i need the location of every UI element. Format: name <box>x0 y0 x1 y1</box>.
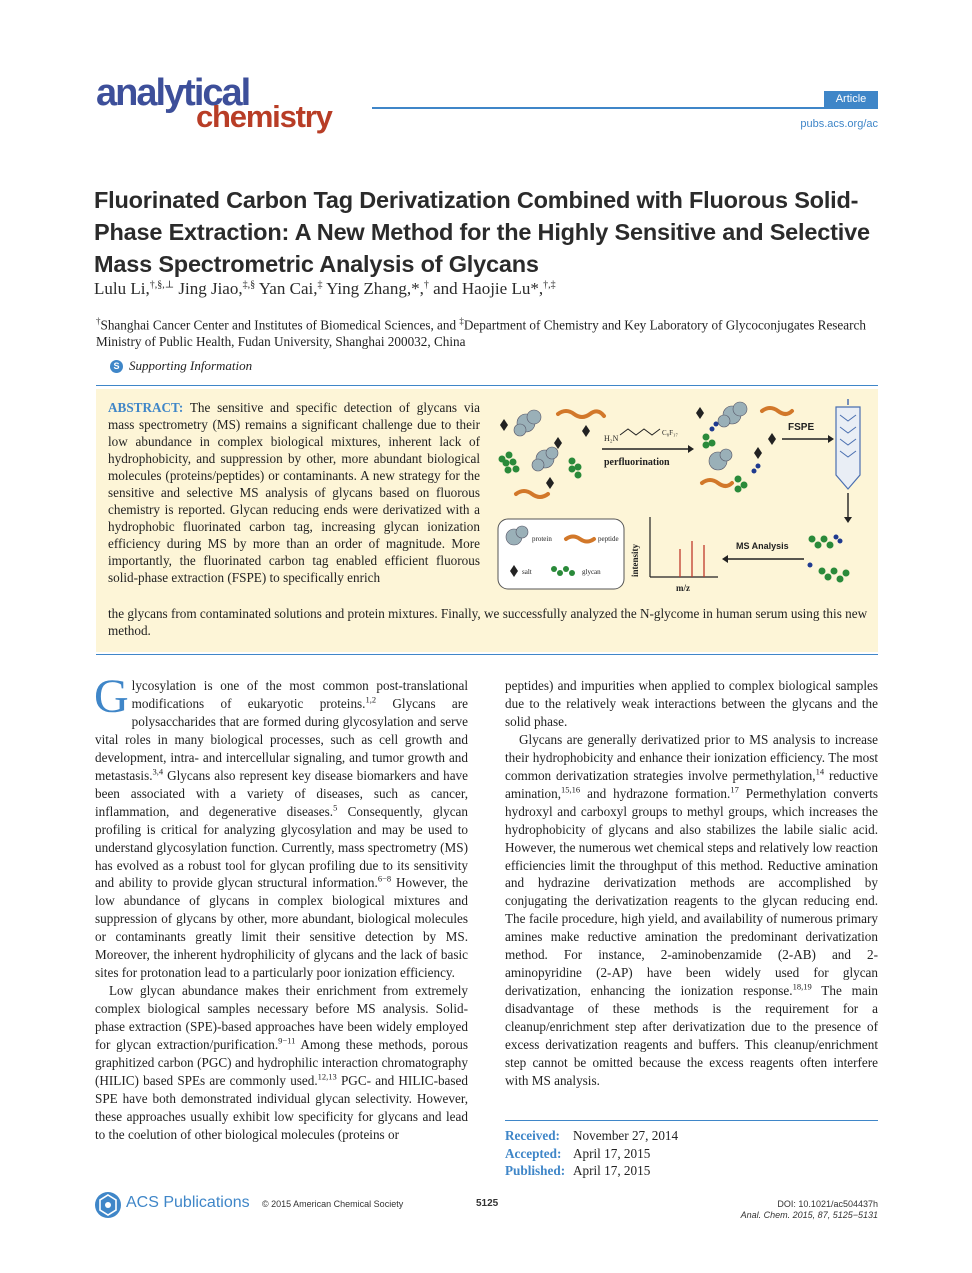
spe-cartridge-icon <box>836 399 860 489</box>
header-rule <box>372 107 878 109</box>
citation-link[interactable]: 18,19 <box>792 981 812 992</box>
ms-arrow-head-icon <box>722 555 728 563</box>
body-text: lycosylation is one of the most common post-translational modifications of eukaryotic proteins. <box>131 678 468 711</box>
toc-graphic <box>492 399 868 599</box>
page-number: 5125 <box>476 1198 499 1209</box>
ms-analysis-label: MS Analysis <box>736 541 789 551</box>
abstract-label: ABSTRACT: <box>108 400 184 415</box>
dates-rule <box>505 1120 878 1121</box>
author-name[interactable]: and Haojie Lu*, <box>428 279 544 298</box>
body-paragraph <box>505 731 878 1090</box>
copyright: © 2015 American Chemical Society <box>262 1199 404 1209</box>
journal-logo-chemistry: chemistry <box>196 99 332 134</box>
body-text: However, the low abundance of glycans in complex biological mixtures and suppression of glycans by other, more abundant, biological molecules or contaminants greatly limit their sensitive detection by MS. Moreover, the inherent hydrophilicity of glycans and the lack of basic sites for protonation lead to a particularly poor ionization efficiency. <box>95 875 468 981</box>
body-column-right <box>505 677 878 1090</box>
legend-label: salt <box>522 568 532 576</box>
accepted-label: Accepted: <box>505 1145 562 1161</box>
citation-link[interactable]: 9−11 <box>278 1035 296 1046</box>
doi-link[interactable]: DOI: 10.1021/ac504437h <box>777 1199 878 1209</box>
body-text: Permethylation converts hydroxyl and carboxyl groups to methyl groups, which increases the hydrophobicity of glycans and also stabilizes the labile sialic acid. However, the numerous wet chemical steps and relatively low reaction efficiencies limit the throughput of this method. Reductive amination and hydrazine derivatization methods are accomplished by conjugating the derivatization reagents to the glycan reducing end. The facile procedure, high yield, and availability of numerous primary amines make reductive amination the predominant derivatization method. For instance, 2-aminobenzamide (2-AB) and 2-aminopyridine (2-AP) have been widely used for glycan derivatization, enhancing the ionization response. <box>505 785 879 999</box>
body-text: Glycans are polysaccharides that are formed during glycosylation and serve vital roles in many biological processes, such as cell growth and development, intra- and intercellular signaling, and tumor growth and metastasis. <box>95 695 468 783</box>
citation-link[interactable]: 5 <box>333 802 338 813</box>
body-paragraph <box>94 670 468 982</box>
fspe-arrow-head-icon <box>828 435 834 443</box>
journal-url-link[interactable]: pubs.acs.org/ac <box>800 118 878 130</box>
supporting-info-icon: S <box>110 360 123 373</box>
received-label: Received: <box>505 1128 560 1143</box>
spectrum-y-label: intensity <box>630 543 640 577</box>
author-name[interactable]: Jing Jiao, <box>174 279 243 298</box>
author-affiliation-marker: †,§,⊥ <box>149 279 175 291</box>
perfluorination-label: perfluorination <box>604 457 670 468</box>
author-name[interactable]: Ying Zhang,*, <box>322 279 424 298</box>
citation-link[interactable]: 6−8 <box>377 874 392 885</box>
legend-label: protein <box>532 535 552 543</box>
legend-label: glycan <box>582 568 601 576</box>
body-text: Glycans are generally derivatized prior to MS analysis to increase their hydrophobicity and enhance their ionization efficiency. The most common derivatization strategies involve permethylation, <box>505 731 878 783</box>
author-name[interactable]: Yan Cai, <box>255 279 318 298</box>
body-text: Among these methods, porous graphitized carbon (PGC) and hydrophilic interaction chromatography (HILIC) based SPEs are commonly used. <box>95 1037 468 1088</box>
citation-link[interactable]: 15,16 <box>561 784 581 795</box>
body-text: Consequently, glycan profiling is critical for analyzing glycosylation and may be used to understand glycosylation function. Currently, mass spectrometry (MS) has evolved as a robust tool for glycan profiling due to its sensitivity and ability to provide glycan structural information. <box>95 803 468 891</box>
author-affiliation-marker: † <box>423 279 429 291</box>
abstract-text-continued: the glycans from contaminated solutions and protein mixtures. Finally, we successfully analyzed the N-glycome in human serum using this new method. <box>108 606 868 638</box>
affiliations <box>96 313 876 350</box>
spectrum-x-label: m/z <box>676 583 690 593</box>
elution-arrow-head-icon <box>844 517 852 523</box>
reagent-chain-icon <box>620 429 660 435</box>
acs-logo-icon <box>94 1191 122 1219</box>
supporting-information-link[interactable] <box>110 358 252 374</box>
author-affiliation-marker: ‡ <box>317 279 323 291</box>
published-label: Published: <box>505 1163 566 1178</box>
affiliation-marker: ‡ <box>459 316 464 326</box>
protein-cluster-icon <box>709 402 747 470</box>
article-type-badge: Article <box>824 91 878 108</box>
affiliation-text: Department of Chemistry and Key Laboratory of Glycoconjugates Research Ministry of Public Health, Fudan University, Shanghai 200032, China <box>96 317 866 350</box>
journal-logo-analytical: analytical <box>96 72 250 114</box>
author-affiliation-marker: ‡,§ <box>242 279 256 291</box>
body-text: reductive amination, <box>505 767 878 801</box>
acs-publications-logo[interactable]: ACS Publications <box>126 1194 250 1211</box>
abstract-bottom-rule <box>96 654 878 655</box>
body-text: and hydrazone formation. <box>580 785 731 801</box>
protein-cluster-icon <box>514 410 558 471</box>
peptide-chain-icon <box>702 408 792 486</box>
abstract-top-rule <box>96 385 878 386</box>
abstract-body: The sensitive and specific detection of glycans via mass spectrometry (MS) remains a significant challenge due to their low abundance in complex biological mixtures, inherent lack of hydrophobicity, and suppression by other, more abundant biological molecules (proteins/peptides) or contaminants. A new strategy for the sensitive and selective MS analysis of glycans based on fluorous chemistry is reported. Glycan reducing ends were derivatized with a hydrophobic fluorinated carbon tag, increasing glycan ionization efficiency during MS by more than an order of magnitude. More importantly, the fluorinated carbon tag enabled efficient fluorous solid-phase extraction (FSPE) to specifically enrich <box>108 400 480 585</box>
body-column-left <box>94 670 468 1144</box>
body-paragraph <box>505 677 878 731</box>
body-text: Low glycan abundance makes their enrichment from extremely complex biological samples necessary before MS analysis. Solid-phase extraction (SPE)-based approaches have been widely employed for glycan extraction/purification. <box>95 983 468 1053</box>
affiliation-marker: † <box>96 316 101 326</box>
citation: Anal. Chem. 2015, 87, 5125−5131 <box>740 1210 878 1220</box>
received-date: November 27, 2014 <box>573 1128 679 1143</box>
body-paragraph <box>95 982 468 1144</box>
citation-link[interactable]: 14 <box>815 766 825 777</box>
author-list <box>94 279 556 299</box>
body-text: PGC- and HILIC-based SPE have both demonstrated individual glycan selectivity. However, these approaches usually exhibit low specificity for glycans and lead to the coelution of other biological molecules (proteins or <box>95 1072 468 1142</box>
reagent-tag-label: C₈F₁₇ <box>662 429 678 437</box>
affiliation-text: Shanghai Cancer Center and Institutes of Biomedical Sciences, and <box>100 317 460 333</box>
citation-link[interactable]: 3,4 <box>152 766 164 777</box>
drop-cap: G <box>94 670 129 723</box>
supporting-info-label: Supporting Information <box>129 358 253 373</box>
reagent-label: H₂N <box>604 434 619 443</box>
abstract-text <box>108 399 480 586</box>
author-name[interactable]: Lulu Li, <box>94 279 150 298</box>
fspe-label: FSPE <box>788 422 815 433</box>
accepted-date: April 17, 2015 <box>573 1145 651 1161</box>
published-date: April 17, 2015 <box>573 1163 651 1178</box>
author-affiliation-marker: †,‡ <box>543 279 556 291</box>
body-text: The main disadvantage of these methods is the requirement for a cleanup/enrichment step after derivatization due to the presence of excess derivatization reagents and buffers. This cleanup/enrichment step cannot be omitted because the excess reagents often interfere with MS analysis. <box>505 983 879 1088</box>
body-text: peptides) and impurities when applied to complex biological samples due to the relatively weak interactions between the glycans and the solid phase. <box>505 678 878 729</box>
body-text: Glycans also represent key disease biomarkers and have been associated with a variety of diseases, such as cancer, inflammation, and degenerative diseases. <box>95 767 468 819</box>
reaction-arrow-head-icon <box>688 445 694 453</box>
article-dates <box>505 1127 678 1180</box>
citation-link[interactable]: 17 <box>730 784 739 795</box>
article-title: Fluorinated Carbon Tag Derivatization Combined with Fluorous Solid-Phase Extraction: A New Method for the Highly Sensitive and Selective Mass Spectrometric Analysis of Glycans <box>94 187 870 277</box>
citation-link[interactable]: 1,2 <box>365 694 377 705</box>
legend-label: peptide <box>598 535 619 543</box>
enriched-glycan-icon <box>809 536 850 583</box>
citation-link[interactable]: 12,13 <box>317 1071 337 1082</box>
